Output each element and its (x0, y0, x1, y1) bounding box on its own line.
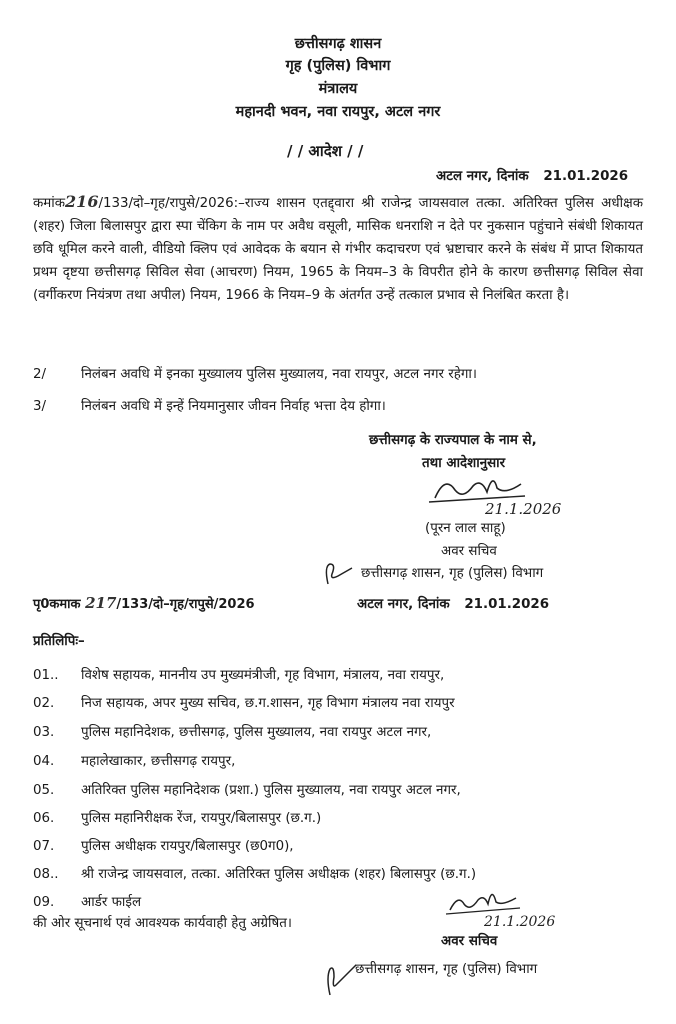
copy-text: पुलिस महानिरीक्षक रेंज, रायपुर/बिलासपुर (छ.ग.) (81, 811, 322, 826)
copy-number: 05. (33, 783, 55, 798)
footer-signature-date: 21.1.2026 (484, 914, 556, 930)
copy-text: महालेखाकार, छत्तीसगढ़ रायपुर, (81, 754, 236, 769)
copy-number: 01.. (33, 668, 59, 683)
endorsement-number (33, 594, 255, 612)
order-date-line (436, 166, 628, 184)
header-ministry: मंत्रालय (318, 81, 358, 97)
endorsement-number-rest: /133/दो–गृह/रापुसे/2026 (116, 597, 255, 612)
signature-date: 21.1.2026 (485, 500, 562, 518)
header-government: छत्तीसगढ़ शासन (294, 36, 382, 52)
footer-signature-image (440, 888, 590, 933)
footer-designation: अवर सचिव (441, 934, 498, 949)
signature-image (425, 470, 585, 520)
initials-mark (320, 558, 360, 588)
order-number-prefix: कमांक (33, 196, 66, 211)
point-number: 3/ (33, 399, 47, 414)
copy-text: अतिरिक्त पुलिस महानिदेशक (प्रशा.) पुलिस मुख्यालय, नवा रायपुर अटल नगर, (81, 783, 461, 798)
copy-item (33, 808, 321, 826)
copy-number: 07. (33, 839, 55, 854)
order-number-handwritten: 216 (65, 192, 99, 211)
authority-line2: तथा आदेशानुसार (422, 456, 506, 471)
copy-number: 04. (33, 754, 55, 769)
endorsement-date-line (357, 594, 549, 612)
copy-item (33, 722, 431, 740)
endorsement-date: 21.01.2026 (464, 597, 550, 612)
copy-text: पुलिस महानिदेशक, छत्तीसगढ़, पुलिस मुख्यालय, नवा रायपुर अटल नगर, (81, 725, 432, 740)
header-department: गृह (पुलिस) विभाग (285, 58, 391, 74)
header-address: महानदी भवन, नवा रायपुर, अटल नगर (235, 104, 441, 120)
copy-number: 09. (33, 895, 55, 910)
order-place-date: अटल नगर, दिनांक (436, 169, 529, 184)
authority-line1: छत्तीसगढ़ के राज्यपाल के नाम से, (369, 433, 537, 448)
copy-label: प्रतिलिपिः– (33, 634, 85, 649)
copy-number: 03. (33, 725, 55, 740)
copy-text: आर्डर फाईल (81, 895, 142, 910)
endorsement-number-handwritten: 217 (85, 594, 117, 612)
forward-note: की ओर सूचनार्थ एवं आवश्यक कार्यवाही हेतु अग्रेषित। (33, 916, 292, 931)
order-body: राज्य शासन एतद्द्वारा श्री राजेन्द्र जायसवाल तत्का. अतिरिक्त पुलिस अधीक्षक (शहर) जिला बिलासपुर द्वारा स्पा चेंकिग के नाम पर अवैध वसूली, मासिक धनराशि न देते पर नुकसान पहुंचाने संबंधी शिकायत छवि धूमिल करने वाली, वीडियो क्लिप एवं आवेदक के बयान से गंभीर कदाचरण एवं भ्रष्टाचार करने के संबंध में प्राप्त शिकायत प्रथम दृष्टया छत्तीसगढ़ सिविल सेवा (आचरण) नियम, 1965 के नियम–3 के विपरीत होने के कारण छत्तीसगढ़ सिविल सेवा (वर्गीकरण नियंत्रण तथा अपील) नियम, 1966 के नियम–9 के अंतर्गत उन्हें तत्काल प्रभाव से निलंबित करता है। (33, 196, 643, 303)
copy-item (33, 892, 141, 910)
copy-item (33, 751, 235, 769)
copy-number: 02. (33, 696, 55, 711)
copy-text: श्री राजेन्द्र जायसवाल, तत्का. अतिरिक्त पुलिस अधीक्षक (शहर) बिलासपुर (छ.ग.) (81, 867, 477, 882)
point-text: निलंबन अवधि में इन्हें नियमानुसार जीवन निर्वाह भत्ता देय होगा। (81, 399, 386, 414)
copy-number: 08.. (33, 867, 59, 882)
point-item (33, 396, 386, 414)
order-date: 21.01.2026 (543, 169, 629, 184)
order-number-rest: /133/दो–गृह/रापुसे/2026:– (98, 196, 245, 211)
copy-text: विशेष सहायक, माननीय उप मुख्यमंत्रीजी, गृह विभाग, मंत्रालय, नवा रायपुर, (81, 668, 445, 683)
signatory-department: छत्तीसगढ़ शासन, गृह (पुलिस) विभाग (361, 566, 544, 581)
signatory-name: (पूरन लाल साहू) (425, 521, 506, 536)
signatory-designation: अवर सचिव (441, 544, 497, 559)
order-title: / / आदेश / / (287, 142, 364, 160)
order-paragraph (33, 190, 643, 307)
footer-department: छत्तीसगढ़ शासन, गृह (पुलिस) विभाग (355, 962, 538, 977)
point-text: निलंबन अवधि में इनका मुख्यालय पुलिस मुख्यालय, नवा रायपुर, अटल नगर रहेगा। (81, 367, 477, 382)
copy-item (33, 780, 461, 798)
copy-text: पुलिस अधीक्षक रायपुर/बिलासपुर (छ0ग0), (81, 839, 294, 854)
endorsement-place-date: अटल नगर, दिनांक (357, 597, 450, 612)
copy-item (33, 864, 476, 882)
copy-text: निज सहायक, अपर मुख्य सचिव, छ.ग.शासन, गृह विभाग मंत्रालय नवा रायपुर (81, 696, 455, 711)
endorsement-prefix: पृ0कमाक (33, 597, 81, 612)
copy-number: 06. (33, 811, 55, 826)
copy-item (33, 836, 294, 854)
copy-item (33, 693, 455, 711)
copy-item (33, 665, 444, 683)
point-number: 2/ (33, 367, 47, 382)
point-item (33, 364, 477, 382)
